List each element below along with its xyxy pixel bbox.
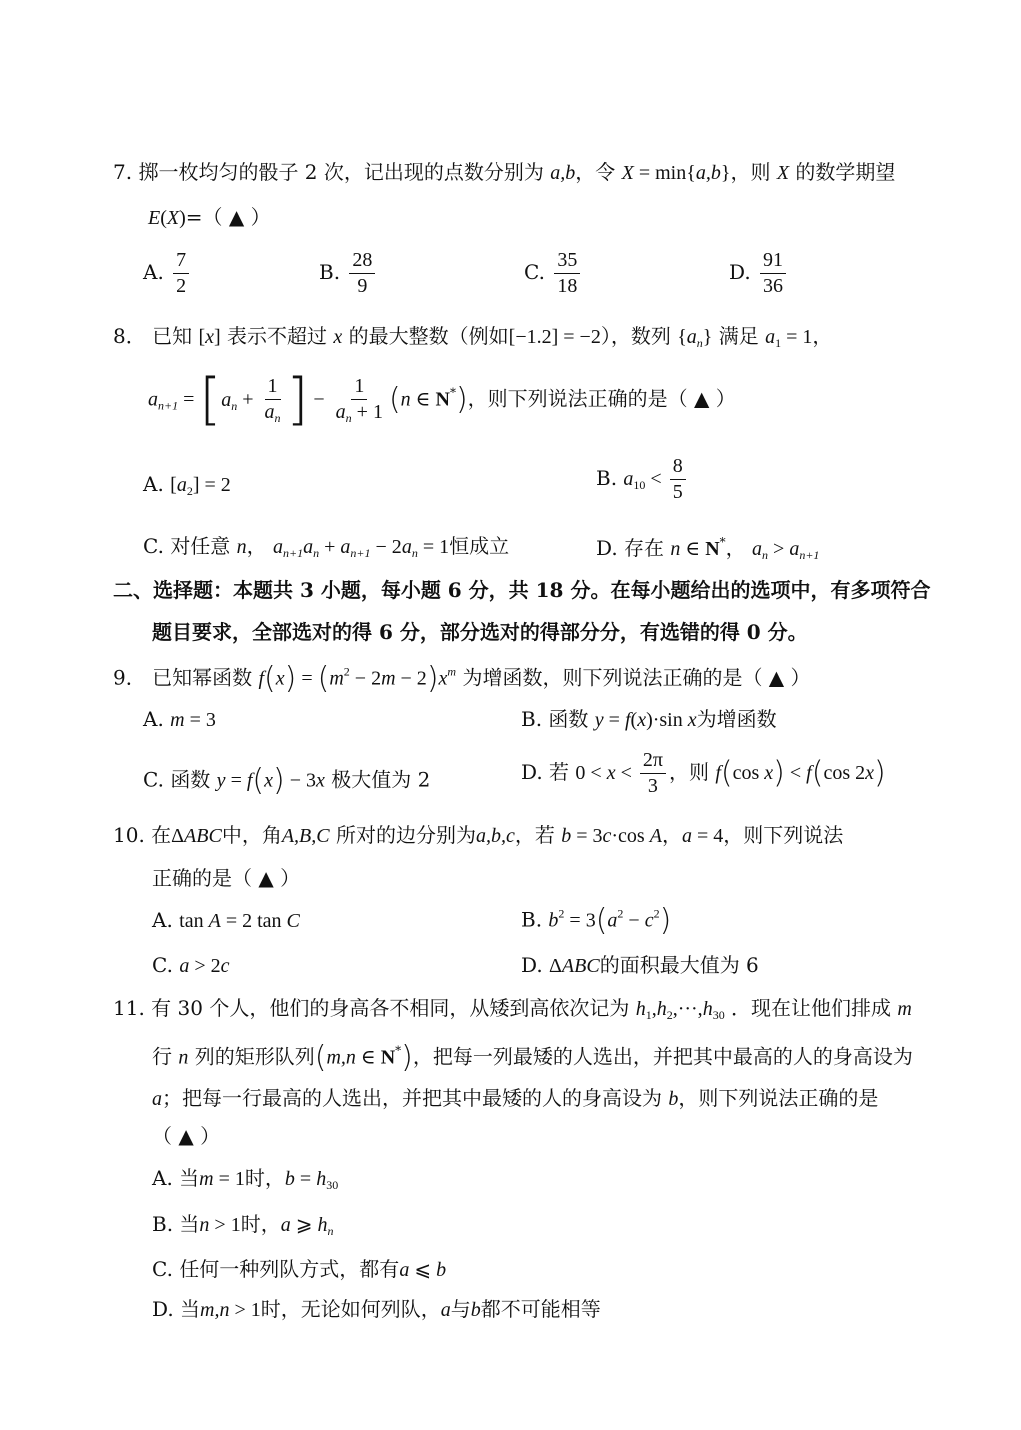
- q11-line1: 11. 有 30 个人，他们的身高各不相同，从矮到高依次记为 $h_1,h_2,\cdot\cdot\cdot,h_{30}$ ．现在让他们排成 m: [113, 996, 912, 1022]
- q7-line1: 7. 掷一枚均匀的骰子 2 次，记出现的点数分别为 a,b，令 X = min{a,b}，则 X 的数学期望: [113, 160, 896, 184]
- q9-line1: 9． 已知幂函数 $f(x) = (m^2 - 2m - 2)x^m$ 为增函数，则下列说法正确的是（ ▲ ）: [113, 661, 811, 696]
- q11-option-a: A. 当m = 1时，$b = h_{30}$: [152, 1166, 339, 1192]
- q11-line2: 行 n 列的矩形队列(m,n ∈ N*)，把每一列最矮的人选出，并把其中最高的人的身高设为: [152, 1040, 913, 1075]
- q7-option-a: A. $\frac{7}{2}$: [143, 250, 192, 297]
- q9-option-b: B. 函数 y = f(x)·sin x为增函数: [521, 707, 777, 731]
- fraction: $\frac{7}{2}$: [173, 250, 189, 297]
- section2-heading-cont: 题目要求，全部选对的得 6 分，部分选对的得部分分，有选错的得 0 分。: [152, 620, 808, 644]
- q8-option-a: A. $[a_2] = 2$: [143, 472, 231, 498]
- q8-option-b: B. $a_{10}$ < $\frac{8}{5}$: [596, 456, 689, 503]
- q11-option-c: C. 任何一种列队方式，都有a ⩽ b: [152, 1257, 447, 1281]
- q10-line2: 正确的是（ ▲ ）: [152, 866, 301, 890]
- q10-line1: 10. 在ΔABC中，角A,B,C 所对的边分别为a,b,c，若 b = 3c·cos A，a = 4，则下列说法: [113, 823, 844, 847]
- fraction: $\frac{35}{18}$: [554, 250, 580, 297]
- q8-number: 8．: [113, 324, 146, 348]
- fraction: $\frac{91}{36}$: [760, 250, 786, 297]
- fraction: $\frac{28}{9}$: [349, 250, 375, 297]
- q10-option-a: A. tan A = 2 tan C: [152, 908, 300, 932]
- q9-number: 9．: [113, 665, 146, 690]
- q7-number: 7.: [113, 160, 133, 184]
- q11-option-b: B. 当n > 1时，a ⩾ $h_n$: [152, 1212, 334, 1238]
- q9-option-d: D. 若 0 < x < $\frac{2\pi}{3}$ ，则 f(cos x) < f(cos 2x): [521, 749, 886, 797]
- q8-option-d: D. 存在 n ∈ N*， $a_n > a_{n+1}$: [596, 535, 820, 562]
- q10-option-d: D. ΔABC的面积最大值为 6: [521, 953, 759, 977]
- q11-line4: （ ▲ ）: [152, 1124, 221, 1148]
- q7-option-d: D. $\frac{91}{36}$: [729, 250, 789, 297]
- q7-option-c: C. $\frac{35}{18}$: [524, 250, 583, 297]
- q10-option-b: B. $b^2 = 3(a^2 - c^2)$: [521, 903, 672, 938]
- q11-number: 11.: [113, 996, 145, 1020]
- q9-option-a: A. m = 3: [143, 707, 216, 731]
- q7-option-b: B. $\frac{28}{9}$: [319, 250, 378, 297]
- q11-line3: a；把每一行最高的人选出，并把其中最矮的人的身高设为 b，则下列说法正确的是: [152, 1086, 879, 1110]
- section2-heading: 二、选择题：本题共 3 小题，每小题 6 分，共 18 分。在每小题给出的选项中，有多项符合: [113, 578, 931, 602]
- q8-line1: 8． 已知 [x] 表示不超过 x 的最大整数（例如[−1.2] = −2），数列 $\{a_n\}$ 满足 $a_1 = 1$，: [113, 324, 833, 350]
- q8-line2: $a_{n+1} = [a_n$ + $\frac{1}{a_n}$ ] − $\frac{1}{a_n + 1}$ (n ∈ N*)，则下列说法正确的是（ ▲ ）: [148, 367, 736, 432]
- q11-option-d: D. 当m,n > 1时，无论如何列队，a与b都不可能相等: [152, 1297, 601, 1321]
- q7-line2: E(X)=（ ▲ ）: [148, 205, 271, 229]
- q8-option-c: C. 对任意 n， $a_{n+1}a_n + a_{n+1} - 2a_n = 1$恒成立: [143, 534, 510, 560]
- q10-number: 10.: [113, 823, 145, 847]
- q10-option-c: C. a > 2c: [152, 953, 230, 977]
- q9-option-c: C. 函数 y = f(x) − 3x 极大值为 2: [143, 763, 431, 798]
